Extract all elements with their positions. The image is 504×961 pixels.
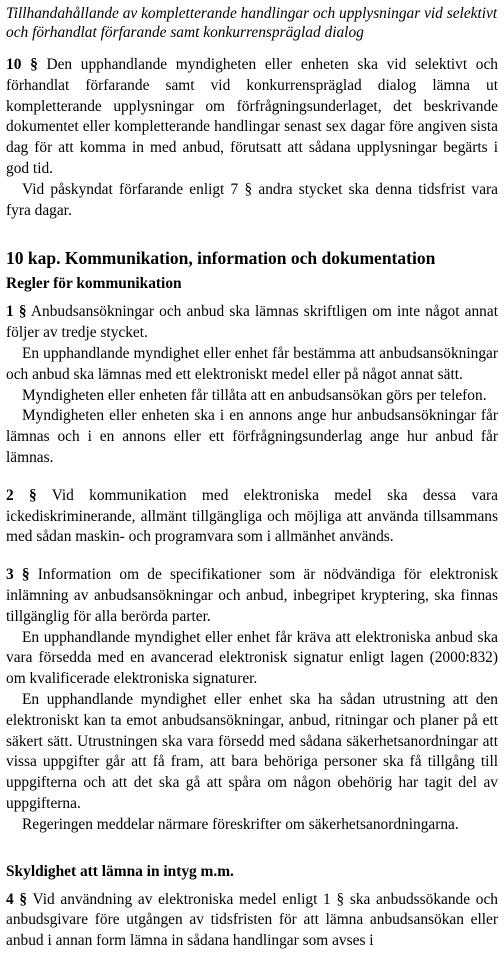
section-10-paragraph-1 [6, 55, 498, 180]
section-10-symbol: 10 § [6, 56, 38, 73]
section-1-paragraph-4: Myndigheten eller enheten ska i en annons ange hur anbudsansökningar får lämnas och i en annons eller ett förfrågningsunderlag ange hur anbud får lämnas. [6, 407, 498, 466]
section-4-symbol: 4 § [6, 890, 28, 908]
chapter-heading: 10 kap. Kommunikation, information och dokumentation [6, 248, 436, 269]
section-10-text-1: Den upphandlande myndigheten eller enheten ska vid selektivt och förhandlat förfarande samt vid konkurrenspräglad dialog lämna ut kompletterande upplysningar om förfrågningsunderlaget, det beskrivande dokumentet eller kompletterande handlingar senast sex dagar före angiven sista dag för att komma in med anbud, förutsatt att sådana upplysningar begärts i god tid. [6, 56, 498, 177]
section-3-paragraph-2: En upphandlande myndighet eller enhet får kräva att elektroniska anbud ska vara försedda med en avancerad elektronisk signatur enligt lagen (2000:832) om kvalificerade elektroniska signaturer. [6, 628, 498, 688]
section-4-text-1: Vid användning av elektroniska medel enligt 1 § ska anbudssökande och anbudsgivare före utgången av tidsfristen för att lämna anbudsansökan eller anbud i annan form lämna in sådana handlingar som avses i [6, 890, 498, 950]
section-3-symbol: 3 § [6, 566, 30, 584]
section-1-symbol: 1 § [6, 303, 27, 321]
section-1-paragraph-3: Myndigheten eller enheten får tillåta att en anbudsansökan görs per telefon. [22, 386, 487, 404]
sub-heading-certificates: Skyldighet att lämna in intyg m.m. [6, 862, 234, 880]
section-4-paragraph-1 [6, 890, 498, 952]
section-10-paragraph-2: Vid påskyndat förfarande enligt 7 § andra stycket ska denna tidsfrist vara fyra dagar. [6, 180, 498, 219]
section-3-text-1: Information om de specifikationer som är nödvändiga för elektronisk inlämning av anbudsansökningar och anbud, inbegripet kryptering, ska finnas tillgänglig för alla berörda parter. [6, 566, 498, 625]
section-3-paragraph-3: En upphandlande myndighet eller enhet ska ha sådan utrustning att den elektroniskt kan ta emot anbudsansökningar, anbud, ritningar och planer på ett säkert sätt. Utrustningen ska vara försedd med sådana säkerhetsanordningar att vissa uppgifter går att få fram, att bara behöriga personer ska få tillgång till uppgifterna och att det ska gå att spåra om någon obehörig har tagit del av uppgifterna. [6, 690, 498, 812]
section-2-paragraph-1 [6, 486, 498, 548]
section-1-paragraph-1 [6, 302, 498, 344]
section-2-symbol: 2 § [6, 486, 37, 504]
section-3-paragraph-1 [6, 565, 498, 627]
section-1-paragraph-2: En upphandlande myndighet eller enhet får bestämma att anbudsansökningar och anbud ska lämnas med ett elektroniskt medel eller på något annat sätt. [6, 344, 498, 383]
intro-heading: Tillhandahållande av kompletterande handlingar och upplysningar vid selektivt och förhandlat förfarande samt konkurrenspräglad dialog [6, 5, 498, 41]
section-1-text-1: Anbudsansökningar och anbud ska lämnas skriftligen om inte något annat följer av tredje stycket. [6, 303, 498, 342]
sub-heading-communication: Regler för kommunikation [6, 275, 182, 293]
section-2-text-1: Vid kommunikation med elektroniska medel ska dessa vara ickediskriminerande, allmänt tillgängliga och möjliga att använda tillsammans med sådan maskin- och programvara som i allmänhet används. [6, 486, 498, 546]
section-3-paragraph-4: Regeringen meddelar närmare föreskrifter om säkerhetsanordningarna. [22, 815, 459, 833]
